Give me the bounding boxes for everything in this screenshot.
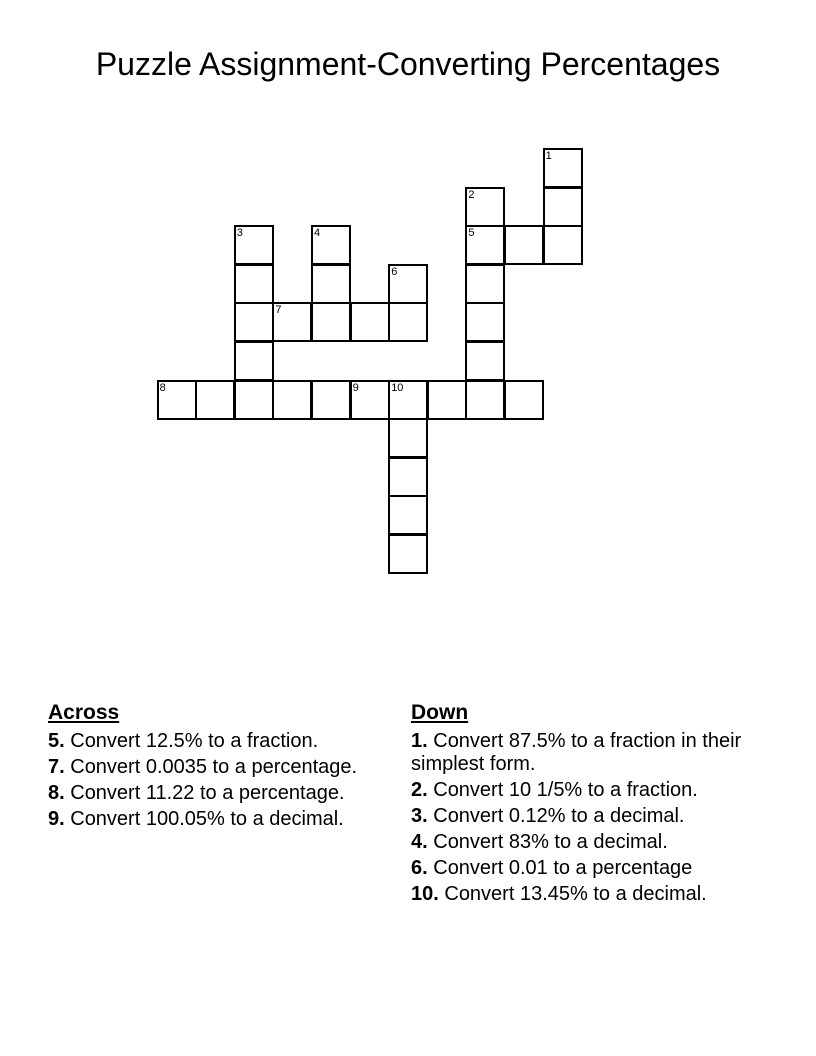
clue-text: Convert 0.12% to a decimal. (427, 805, 685, 827)
crossword-cell[interactable] (465, 264, 505, 304)
crossword-cell[interactable] (465, 302, 505, 342)
crossword-cell[interactable] (388, 302, 428, 342)
crossword-cell[interactable] (388, 380, 428, 420)
clue-number: 5. (48, 730, 65, 752)
clue-number: 8. (48, 782, 65, 804)
clue-number: 2. (411, 779, 428, 801)
crossword-cell[interactable] (465, 380, 505, 420)
clue-number: 9. (48, 808, 65, 830)
cell-number: 10 (391, 381, 404, 394)
clue-item (48, 756, 388, 779)
crossword-cell[interactable] (311, 380, 351, 420)
crossword-cell[interactable] (543, 187, 583, 227)
crossword-cell[interactable] (427, 380, 467, 420)
cell-number: 9 (352, 381, 359, 394)
cell-number: 1 (545, 150, 552, 162)
clue-text: Convert 10 1/5% to a fraction. (427, 779, 698, 801)
across-clue-list (48, 730, 388, 831)
clue-text: Convert 13.45% to a decimal. (438, 883, 707, 905)
clue-item (48, 808, 388, 831)
crossword-cell[interactable] (388, 457, 428, 497)
cell-number: 3 (236, 227, 243, 240)
crossword-cell[interactable] (157, 380, 197, 420)
cell-number: 6 (391, 265, 398, 278)
crossword-cell[interactable] (311, 302, 351, 342)
crossword-cell[interactable] (234, 302, 274, 342)
clue-text: Convert 11.22 to a percentage. (64, 782, 345, 804)
cell-number: 4 (314, 227, 321, 240)
across-clues (48, 700, 388, 834)
crossword-cell[interactable] (311, 264, 351, 304)
crossword-cell[interactable] (234, 341, 274, 381)
crossword-cell[interactable] (388, 264, 428, 304)
crossword-cell[interactable] (465, 341, 505, 381)
clue-number: 3. (411, 805, 428, 827)
crossword-cell[interactable] (388, 534, 428, 574)
clue-number: 7. (48, 756, 65, 778)
cell-number: 2 (468, 188, 475, 201)
cell-number: 5 (468, 227, 475, 240)
crossword-cell[interactable] (234, 380, 274, 420)
crossword-cell[interactable] (272, 380, 312, 420)
clue-number: 10. (411, 883, 439, 905)
crossword-cell[interactable] (543, 225, 583, 265)
clue-number: 1. (411, 730, 428, 752)
clue-item (48, 730, 388, 753)
crossword-cell[interactable] (388, 418, 428, 458)
clue-text: Convert 0.01 to a percentage (427, 857, 693, 879)
down-heading: Down (411, 701, 469, 724)
clue-item (411, 883, 751, 906)
clue-number: 6. (411, 857, 428, 879)
clue-item (48, 782, 388, 805)
clue-number: 4. (411, 831, 428, 853)
clue-text: Convert 12.5% to a fraction. (64, 730, 319, 752)
crossword-cell[interactable] (195, 380, 235, 420)
down-clues (411, 700, 751, 909)
clue-text: Convert 100.05% to a decimal. (64, 808, 344, 830)
crossword-cell[interactable] (543, 148, 583, 188)
crossword-cell[interactable] (504, 225, 544, 265)
crossword-cell[interactable] (350, 380, 390, 420)
clue-item (411, 805, 751, 828)
across-heading: Across (48, 701, 120, 724)
crossword-cell[interactable] (465, 187, 505, 227)
clue-item (411, 730, 751, 776)
clue-item (411, 831, 751, 854)
crossword-cell[interactable] (504, 380, 544, 420)
clue-text: Convert 87.5% to a fraction in their simplest form. (411, 730, 742, 775)
clue-text: Convert 0.0035 to a percentage. (64, 756, 358, 778)
cell-number: 7 (275, 304, 282, 317)
crossword-cell[interactable] (388, 495, 428, 535)
down-clue-list (411, 730, 751, 906)
crossword-cell[interactable] (311, 225, 351, 265)
clue-text: Convert 83% to a decimal. (427, 831, 668, 853)
page-title: Puzzle Assignment-Converting Percentages (95, 46, 721, 82)
crossword-cell[interactable] (465, 225, 505, 265)
crossword-cell[interactable] (234, 264, 274, 304)
crossword-cell[interactable] (272, 302, 312, 342)
cell-number: 8 (159, 381, 166, 394)
crossword-cell[interactable] (350, 302, 390, 342)
clue-item (411, 857, 751, 880)
clue-item (411, 779, 751, 802)
crossword-cell[interactable] (234, 225, 274, 265)
